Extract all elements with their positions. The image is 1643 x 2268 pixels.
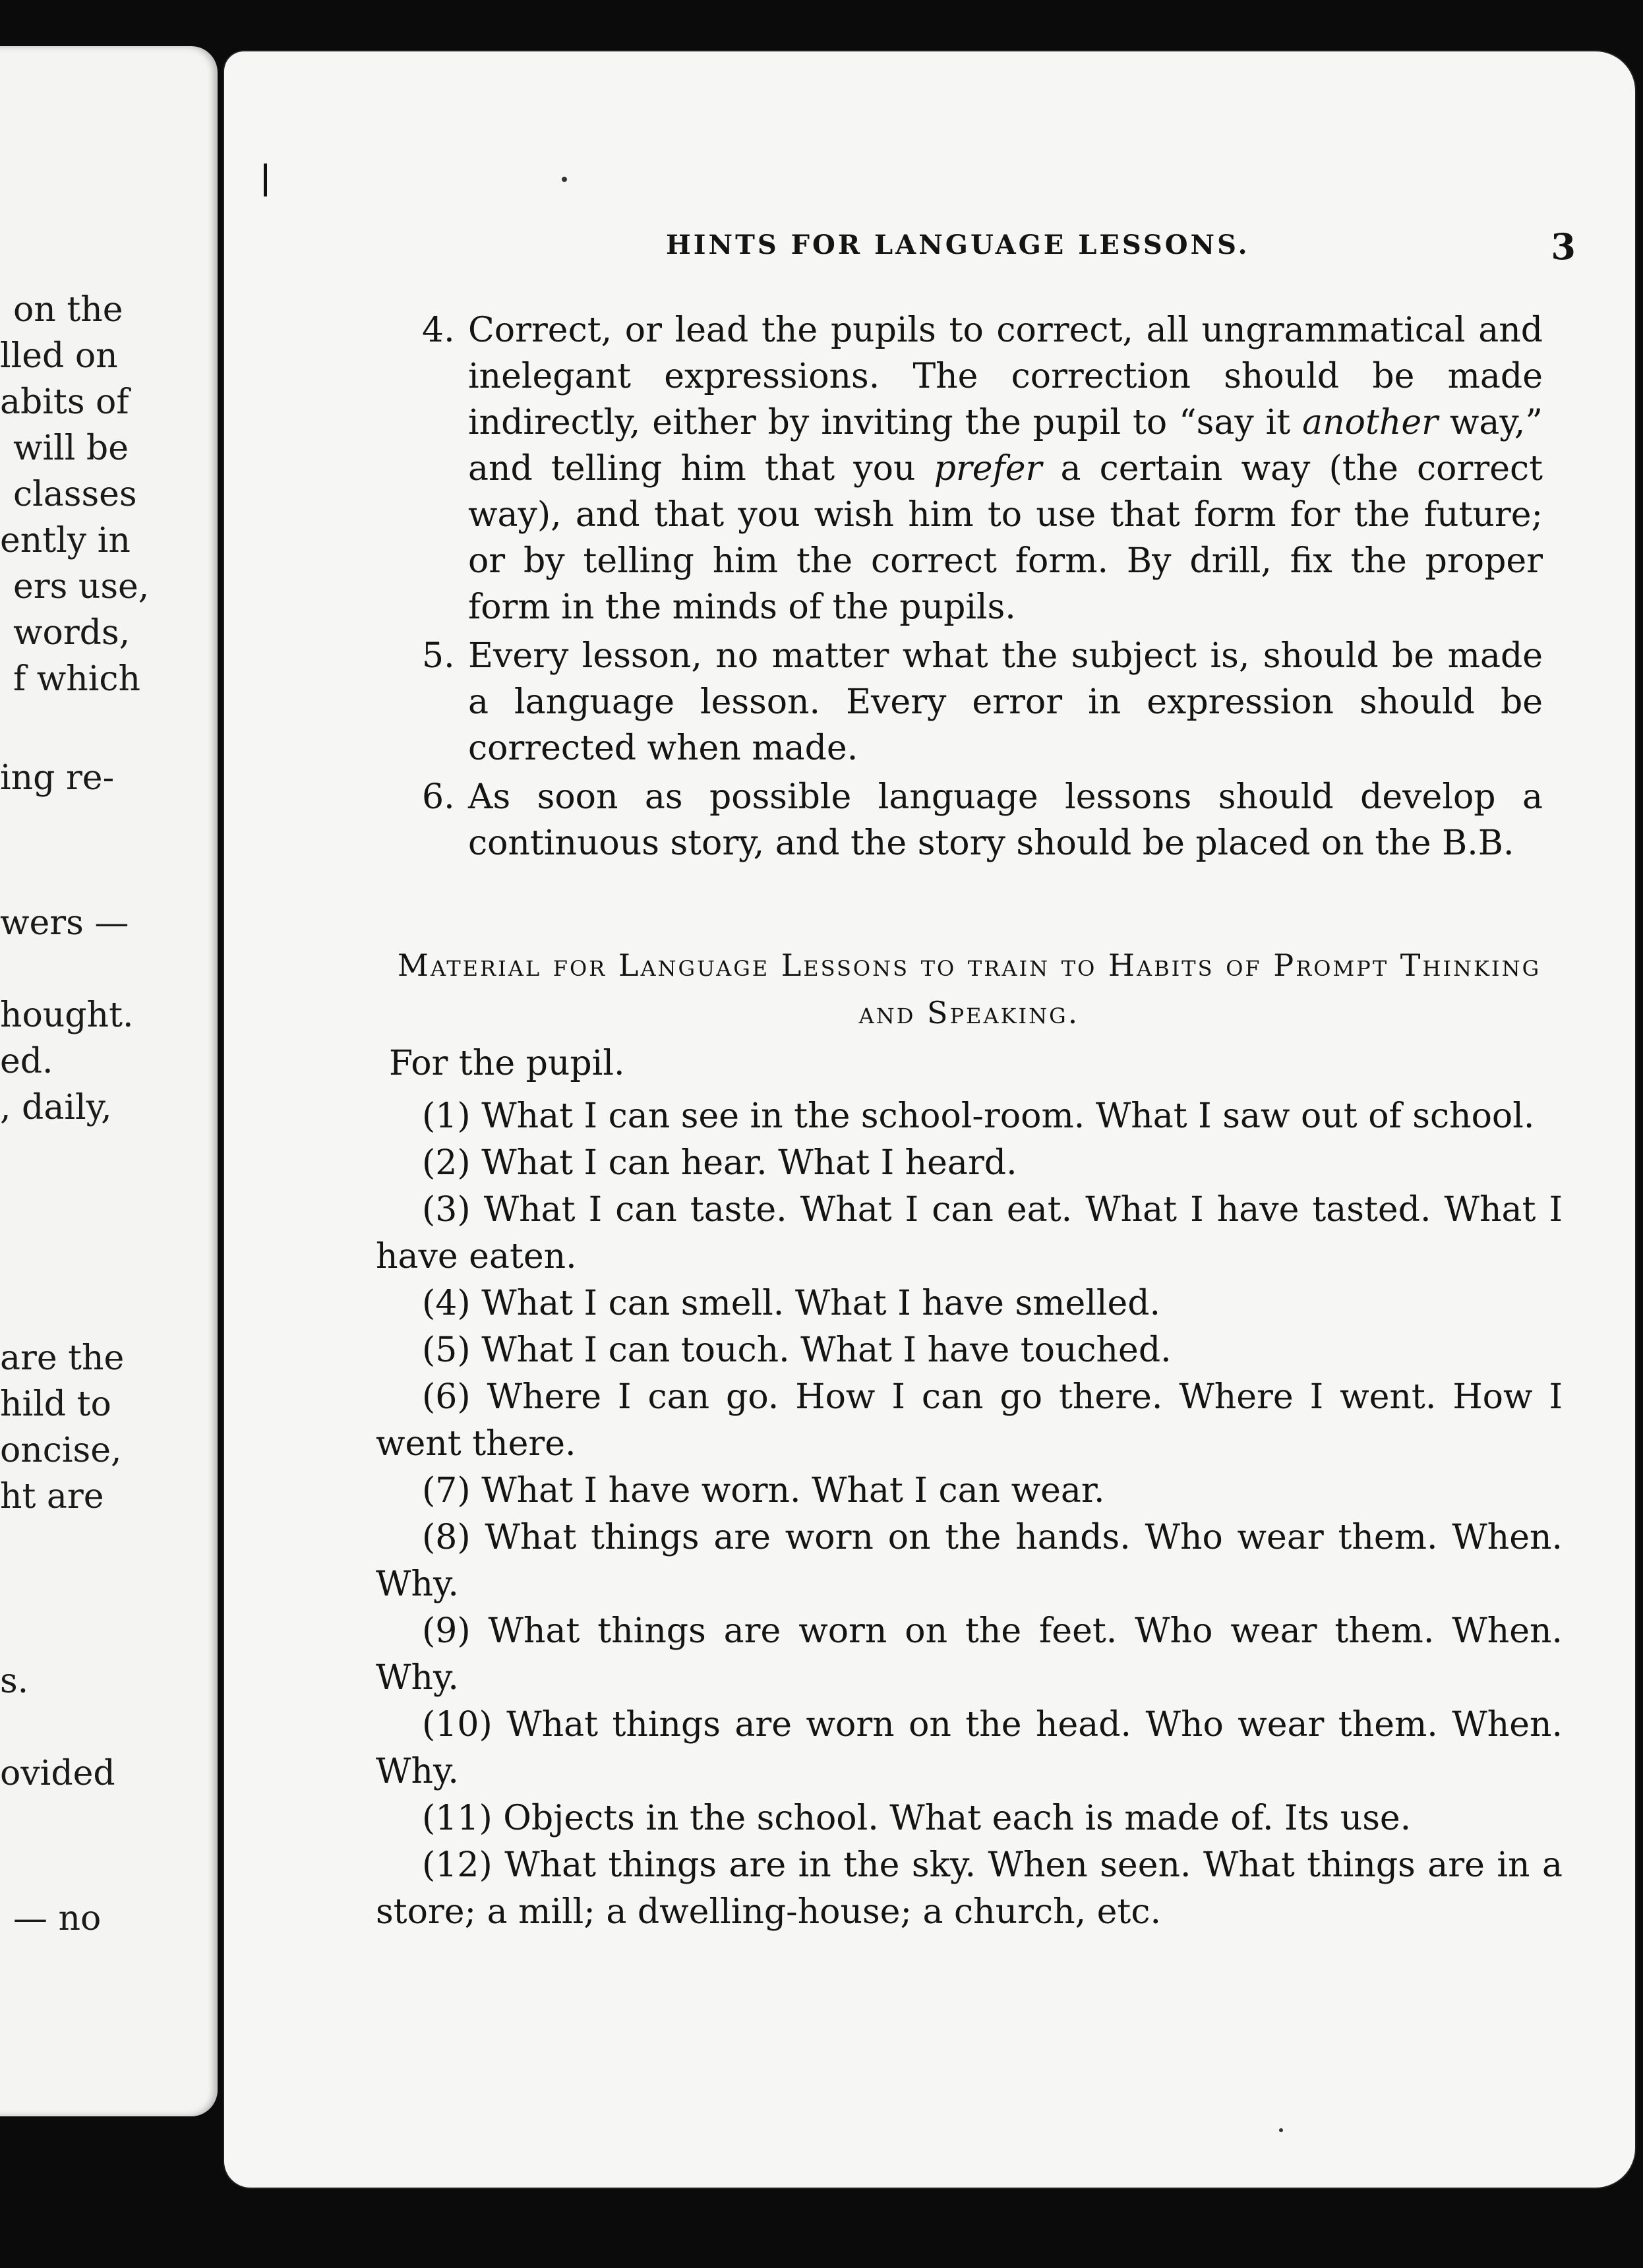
item-number: 5.	[422, 636, 455, 676]
left-fragment: on the	[13, 290, 123, 330]
item-number: 6.	[422, 777, 455, 817]
emphasis: prefer	[934, 449, 1042, 489]
item-text: way,” and telling him that you	[468, 403, 1543, 489]
left-fragment: ently in	[0, 521, 131, 560]
page-number: 3	[1551, 225, 1576, 268]
item-text: As soon as possible language lessons should develop a continuous story, and the story should be placed on the B.B.	[468, 777, 1543, 863]
item-text: Every lesson, no matter what the subject is, should be made a language lesson. Every error in expression should be corrected when made.	[468, 636, 1543, 768]
exercise-item: (8) What things are worn on the hands. Who wear them. When. Why.	[376, 1518, 1563, 1604]
ink-speck	[562, 177, 567, 182]
left-fragment: — no	[13, 1899, 102, 1938]
exercise-item: (9) What things are worn on the feet. Who wear them. When. Why.	[376, 1611, 1563, 1698]
list-item	[422, 774, 1543, 866]
list-item	[422, 633, 1543, 771]
left-fragment: are the	[0, 1338, 125, 1378]
left-fragment: ovided	[0, 1754, 115, 1793]
exercise-item: (11) Objects in the school. What each is made of. Its use.	[422, 1799, 1412, 1838]
item-number: 4.	[422, 311, 455, 350]
left-fragment: s.	[0, 1661, 29, 1701]
left-fragment: , daily,	[0, 1088, 112, 1127]
exercise-item: (7) What I have worn. What I can wear.	[422, 1471, 1105, 1510]
running-header	[666, 225, 1576, 282]
exercise-item: (4) What I can smell. What I have smelled.	[422, 1284, 1161, 1323]
left-fragment: ing re-	[0, 758, 115, 798]
item-text: a certain way (the correct way), and that you wish him to use that form for the future; or by telling him the correct form. By drill, fix the proper form in the minds of the pupils.	[468, 449, 1543, 627]
running-title: HINTS FOR LANGUAGE LESSONS.	[666, 229, 1250, 260]
left-fragment: hought.	[0, 996, 134, 1035]
ink-speck	[1279, 2128, 1283, 2132]
left-fragment: hild to	[0, 1385, 111, 1424]
left-fragment: abits of	[0, 382, 129, 422]
left-fragment: oncise,	[0, 1431, 122, 1470]
emphasis: another	[1302, 403, 1438, 442]
left-fragment: will be	[13, 429, 129, 468]
left-page-edge	[0, 46, 218, 2116]
numbered-list	[422, 307, 1543, 869]
left-fragment: words,	[13, 613, 131, 653]
exercise-item: (5) What I can touch. What I have touched.	[422, 1330, 1172, 1370]
left-fragment: lled on	[0, 336, 118, 376]
left-fragment: wers —	[0, 903, 129, 943]
left-fragment: ers use,	[13, 567, 150, 607]
exercise-item: (12) What things are in the sky. When seen. What things are in a store; a mill; a dwelling-house; a church, etc.	[376, 1845, 1563, 1932]
item-text: Correct, or lead the pupils to correct, all ungrammatical and inelegant expressions. The correction should be made indirectly, either by inviting the pupil to “say it	[468, 311, 1543, 442]
exercise-item: (3) What I can taste. What I can eat. What I have tasted. What I have eaten.	[376, 1190, 1563, 1276]
section-title: Material for Language Lessons to train to Habits of Prompt Thinking and Speaking.	[397, 947, 1541, 1030]
left-fragment: ed.	[0, 1042, 53, 1081]
left-fragment: f which	[13, 659, 141, 699]
exercise-item: (6) Where I can go. How I can go there. Where I went. How I went there.	[376, 1377, 1563, 1464]
exercise-item: (10) What things are worn on the head. Who wear them. When. Why.	[376, 1705, 1563, 1791]
exercise-list	[376, 1093, 1563, 1936]
list-item	[422, 307, 1543, 630]
gutter-mark	[264, 164, 267, 196]
left-fragment: ht are	[0, 1477, 104, 1516]
right-page	[224, 51, 1635, 2188]
exercise-item: (2) What I can hear. What I heard.	[422, 1143, 1017, 1183]
section-intro: For the pupil.	[389, 1044, 625, 1083]
left-fragment: classes	[13, 475, 137, 514]
exercise-item: (1) What I can see in the school-room. What I saw out of school.	[422, 1096, 1535, 1136]
